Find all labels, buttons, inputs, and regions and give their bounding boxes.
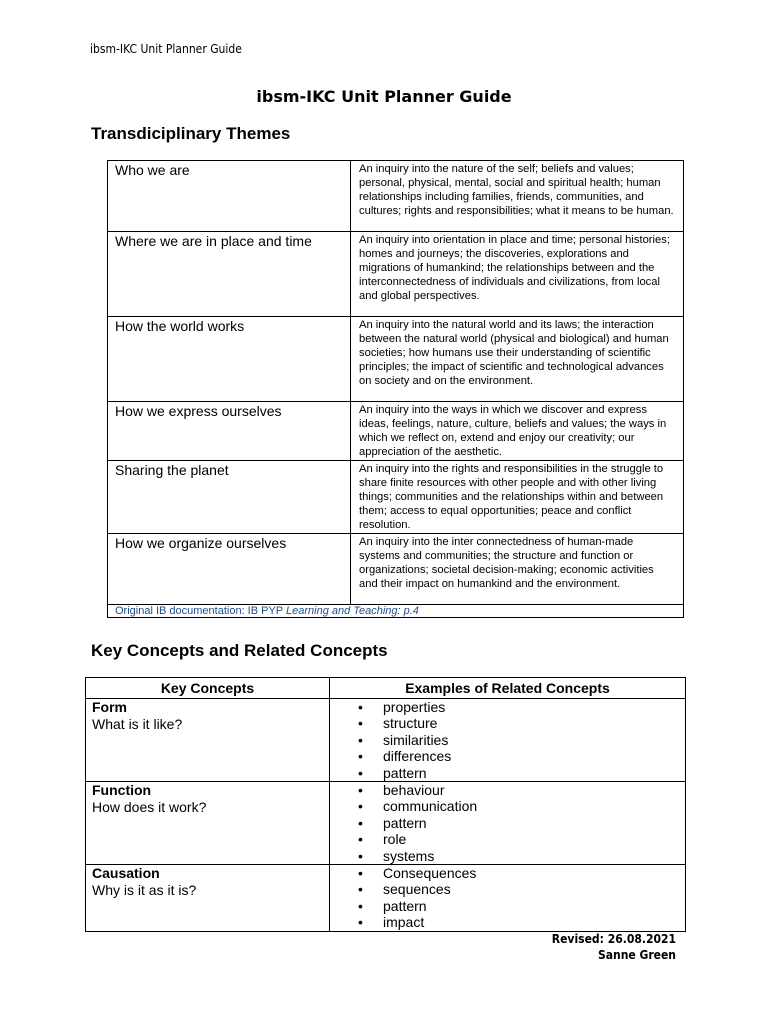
source-citation [108,605,684,618]
concept-question: Why is it as it is? [92,882,197,899]
concept-name: Form [92,699,127,715]
table-row [108,317,684,402]
concept-question: How does it work? [92,799,207,816]
table-row [108,461,684,534]
list-item [358,732,685,748]
table-header-row [86,678,686,699]
bullet-icon: • [358,748,363,765]
author-name: Sanne Green [597,948,676,962]
column-header-examples: Examples of Related Concepts [330,678,686,699]
list-item [358,881,685,897]
examples-list [358,699,685,781]
table-row [108,161,684,232]
list-item [358,765,685,781]
concept-name: Function [92,782,152,799]
list-item [358,782,685,798]
example-label: pattern [383,764,427,781]
concept-name: Causation [92,865,160,882]
bullet-icon: • [358,782,363,799]
example-label: differences [383,748,452,765]
document-title: ibsm-IKC Unit Planner Guide [256,87,512,106]
examples-list [358,865,685,931]
themes-heading: Transdiciplinary Themes [91,124,291,143]
theme-name: Where we are in place and time [108,232,351,317]
list-item [358,914,685,930]
table-row [108,402,684,461]
list-item [358,898,685,914]
bullet-icon: • [358,897,363,914]
example-label: pattern [383,814,427,831]
bullet-icon: • [358,865,363,882]
example-label: similarities [383,731,449,748]
bullet-icon: • [358,798,363,815]
example-label: properties [383,699,446,715]
example-label: structure [383,715,438,732]
themes-table [107,160,684,618]
examples-cell [330,865,686,932]
theme-description: An inquiry into orientation in place and time; personal histories; homes and journeys; the discoveries, explorations and migrations of humankind; the relationships between and the interconnectedness of individuals and civilizations, from local and global perspectives. [351,232,684,317]
example-label: impact [383,914,425,931]
source-prefix: Original IB documentation: IB PYP [115,605,286,617]
list-item [358,748,685,764]
list-item [358,699,685,715]
running-header: ibsm-IKC Unit Planner Guide [90,42,242,56]
column-header-key-concepts: Key Concepts [86,678,330,699]
list-item [358,865,685,881]
concepts-table [85,677,686,932]
table-row [86,782,686,865]
bullet-icon: • [358,831,363,848]
key-concept-cell [86,699,330,782]
example-label: behaviour [383,782,445,799]
example-label: communication [383,798,478,815]
bullet-icon: • [358,764,363,781]
bullet-icon: • [358,731,363,748]
key-concept-cell [86,865,330,932]
theme-name: Sharing the planet [108,461,351,534]
revised-date: Revised: 26.08.2021 [551,932,676,946]
table-row [86,699,686,782]
examples-cell [330,699,686,782]
theme-name: How we express ourselves [108,402,351,461]
examples-list [358,782,685,864]
theme-description: An inquiry into the nature of the self; beliefs and values; personal, physical, mental, social and spiritual health; human relationships including families, friends, communities, and cultures; rights and responsibilities; what it means to be human. [351,161,684,232]
example-label: Consequences [383,865,477,882]
bullet-icon: • [358,699,363,715]
source-row [108,605,684,618]
list-item [358,831,685,847]
table-row [86,865,686,932]
concepts-heading: Key Concepts and Related Concepts [91,641,388,660]
bullet-icon: • [358,814,363,831]
theme-description: An inquiry into the rights and responsibilities in the struggle to share finite resources with other people and with other living things; communities and the relationships within and between them; access to equal opportunities; peace and conflict resolution. [351,461,684,534]
bullet-icon: • [358,914,363,931]
table-row [108,232,684,317]
example-label: role [383,831,407,848]
concept-question: What is it like? [92,716,183,732]
example-label: systems [383,847,435,864]
source-title: Learning and Teaching: p.4 [286,605,419,617]
bullet-icon: • [358,881,363,898]
bullet-icon: • [358,715,363,732]
theme-name: How we organize ourselves [108,534,351,605]
key-concept-cell [86,782,330,865]
bullet-icon: • [358,847,363,864]
list-item [358,848,685,864]
list-item [358,798,685,814]
table-row [108,534,684,605]
theme-name: How the world works [108,317,351,402]
theme-description: An inquiry into the natural world and its laws; the interaction between the natural world (physical and biological) and human societies; how humans use their understanding of scientific principles; the impact of scientific and technological advances on society and on the environment. [351,317,684,402]
examples-cell [330,782,686,865]
list-item [358,815,685,831]
example-label: sequences [383,881,451,898]
theme-name: Who we are [108,161,351,232]
example-label: pattern [383,897,427,914]
theme-description: An inquiry into the inter connectedness of human-made systems and communities; the structure and function or organizations; societal decision-making; economic activities and their impact on humankind and the environment. [351,534,684,605]
list-item [358,715,685,731]
theme-description: An inquiry into the ways in which we discover and express ideas, feelings, nature, culture, beliefs and values; the ways in which we reflect on, extend and enjoy our creativity; our appreciation of the aesthetic. [351,402,684,461]
